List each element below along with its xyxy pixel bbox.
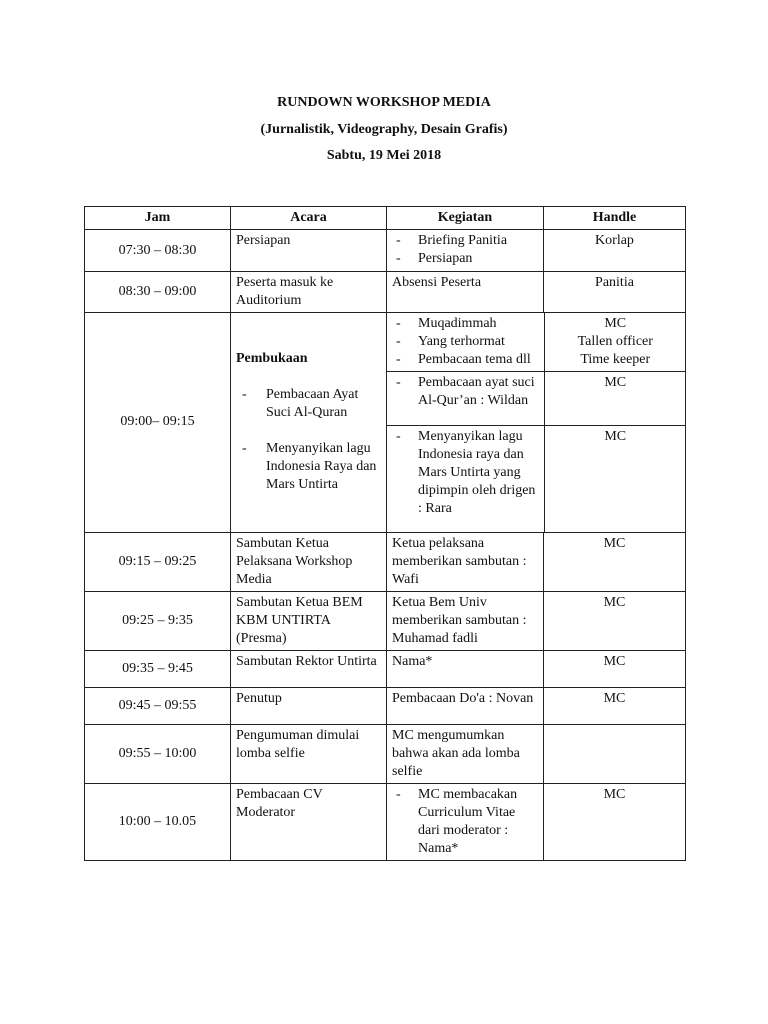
jam-cell: 09:00– 09:15 (85, 313, 231, 533)
handle-cell: MC (544, 783, 686, 860)
rundown-table (84, 206, 686, 861)
table-row (85, 724, 686, 783)
header-kegiatan: Kegiatan (387, 207, 544, 230)
acara-cell: Penutup (231, 687, 387, 724)
sub-row (387, 372, 686, 426)
table-row (85, 783, 686, 860)
jam-cell: 09:45 – 09:55 (85, 687, 231, 724)
handle-cell: MC (604, 429, 627, 444)
doc-date: Sabtu, 19 Mei 2018 (326, 148, 442, 163)
list-item: - Persiapan (396, 251, 473, 266)
acara-cell: Pembacaan CV Moderator (231, 783, 387, 860)
acara-cell: Persiapan (231, 230, 387, 272)
list-item: - Briefing Panitia (396, 233, 508, 248)
list-item: - MC membacakan Curriculum Vitae dari moderator : Nama* (396, 786, 518, 856)
list-item: - Menyanyikan lagu Indonesia Raya dan Mars Untirta (242, 441, 377, 493)
table-row (85, 687, 686, 724)
kegiatan-cell: MC mengumumkan bahwa akan ada lomba selfie (387, 724, 544, 783)
header-handle: Handle (544, 207, 686, 230)
acara-cell (231, 313, 387, 533)
handle-cell (544, 724, 686, 783)
sub-row (387, 313, 686, 372)
handle-cell: MC (544, 687, 686, 724)
handle-cell: MC Tallen officer Time keeper (544, 313, 686, 372)
kegiatan-cell (387, 783, 544, 860)
kegiatan-cell: Absensi Peserta (387, 272, 544, 313)
list-item: - Menyanyikan lagu Indonesia raya dan Mars Untirta yang dipimpin oleh drigen : Rara (396, 429, 536, 516)
kegiatan-cell (387, 230, 544, 272)
sub-row (387, 426, 686, 532)
table-row (85, 532, 686, 591)
sub-table (387, 313, 686, 532)
handle-cell: MC (544, 372, 686, 426)
list-item: - Pembacaan Ayat Suci Al-Quran (242, 387, 359, 421)
kegiatan-cell: Pembacaan Do'a : Novan (387, 687, 544, 724)
table-row (85, 650, 686, 687)
header-acara: Acara (231, 207, 387, 230)
kegiatan-cell: Ketua pelaksana memberikan sambutan : Wafi (387, 532, 544, 591)
handle-cell: Korlap (544, 230, 686, 272)
kegiatan-cell (387, 426, 544, 532)
table-row (85, 313, 686, 533)
handle-cell: MC (544, 650, 686, 687)
jam-cell: 10:00 – 10.05 (85, 783, 231, 860)
jam-cell: 08:30 – 09:00 (85, 272, 231, 313)
jam-cell: 09:55 – 10:00 (85, 724, 231, 783)
acara-cell: Pengumuman dimulai lomba selfie (231, 724, 387, 783)
doc-title: RUNDOWN WORKSHOP MEDIA (277, 95, 491, 110)
handle-cell: Panitia (544, 272, 686, 313)
jam-cell: 09:15 – 09:25 (85, 532, 231, 591)
jam-cell: 09:35 – 9:45 (85, 650, 231, 687)
list-item: - Pembacaan ayat suci Al-Qur’an : Wildan (396, 375, 535, 408)
kegiatan-cell (387, 372, 544, 426)
table-row (85, 272, 686, 313)
kegiatan-cell: Nama* (387, 650, 544, 687)
header-jam: Jam (85, 207, 231, 230)
table-row (85, 230, 686, 272)
acara-cell: Sambutan Rektor Untirta (231, 650, 387, 687)
sub-rows-cell (387, 313, 686, 533)
doc-subtitle: (Jurnalistik, Videography, Desain Grafis) (260, 122, 508, 137)
acara-cell: Sambutan Ketua BEM KBM UNTIRTA (Presma) (231, 591, 387, 650)
acara-cell: Sambutan Ketua Pelaksana Workshop Media (231, 532, 387, 591)
jam-cell: 07:30 – 08:30 (85, 230, 231, 272)
kegiatan-cell: Ketua Bem Univ memberikan sambutan : Muhamad fadli (387, 591, 544, 650)
list-item: - Muqadimmah (396, 316, 497, 331)
list-item: - Pembacaan tema dll (396, 352, 531, 367)
acara-cell: Peserta masuk ke Auditorium (231, 272, 387, 313)
jam-cell: 09:25 – 9:35 (85, 591, 231, 650)
list-item: - Yang terhormat (396, 334, 505, 349)
kegiatan-cell (387, 313, 544, 372)
acara-title: Pembukaan (236, 351, 308, 367)
table-header-row (85, 207, 686, 230)
table-row (85, 591, 686, 650)
handle-cell: MC (544, 532, 686, 591)
handle-cell: MC (544, 591, 686, 650)
